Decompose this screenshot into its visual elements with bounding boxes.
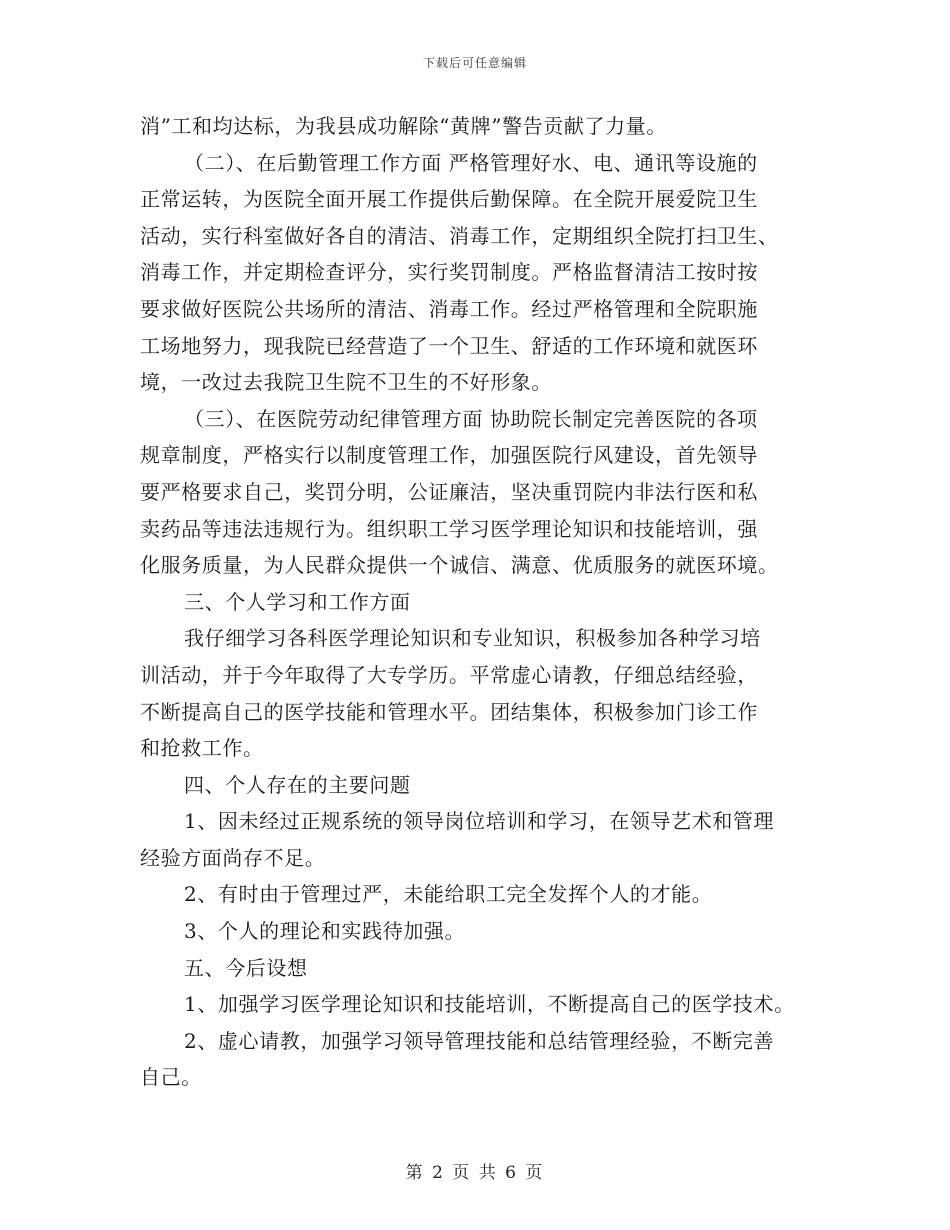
text-line: 工场地努力，现我院已经营造了一个卫生、舒适的工作环境和就医环: [140, 333, 758, 358]
text-line: 活动，实行科室做好各自的清洁、消毒工作，定期组织全院打扫卫生、: [140, 223, 779, 248]
page-header: 下载后可任意编辑: [422, 56, 527, 70]
document-body: [140, 108, 830, 1096]
text-line: 2、有时由于管理过严，未能给职工完全发挥个人的才能。: [184, 882, 713, 907]
text-line: 2、虚心请教，加强学习领导管理技能和总结管理经验，不断完善: [184, 1028, 775, 1053]
text-line: 境，一改过去我院卫生院不卫生的不好形象。: [140, 370, 552, 395]
text-line: 四、个人存在的主要问题: [184, 772, 411, 797]
text-line: 规章制度，严格实行以制度管理工作，加强医院行风建设，首先领导: [140, 443, 758, 468]
text-line: 训活动，并于今年取得了大专学历。平常虚心请教，仔细总结经验，: [140, 662, 758, 687]
text-line: 1、加强学习医学理论知识和技能培训，不断提高自己的医学技术。: [184, 992, 795, 1017]
text-line: 三、个人学习和工作方面: [184, 589, 411, 614]
text-line: 3、个人的理论和实践待加强。: [184, 919, 466, 944]
text-line: 和抢救工作。: [140, 736, 264, 761]
page-number-footer: 第 2 页 共 6 页: [405, 1163, 545, 1183]
text-line: 消毒工作，并定期检查评分，实行奖罚制度。严格监督清洁工按时按: [140, 260, 758, 285]
text-line: 正常运转，为医院全面开展工作提供后勤保障。在全院开展爱院卫生: [140, 187, 758, 212]
text-line: 化服务质量，为人民群众提供一个诚信、满意、优质服务的就医环境。: [140, 553, 779, 578]
text-line: 要求做好医院公共场所的清洁、消毒工作。经过严格管理和全院职施: [140, 296, 758, 321]
text-line: （三）、在医院劳动纪律管理方面 协助院长制定完善医院的各项: [184, 406, 758, 431]
text-line: 1、因未经过正规系统的领导岗位培训和学习，在领导艺术和管理: [184, 809, 775, 834]
text-line: 消”工和均达标，为我县成功解除“黄牌”警告贡献了力量。: [140, 114, 667, 138]
text-line: 自己。: [140, 1065, 202, 1090]
text-line: 五、今后设想: [184, 955, 308, 980]
text-line: 不断提高自己的医学技能和管理水平。团结集体，积极参加门诊工作: [140, 699, 758, 724]
text-line: 我仔细学习各科医学理论知识和专业知识，积极参加各种学习培: [184, 626, 761, 651]
text-line: （二）、在后勤管理工作方面 严格管理好水、电、通讯等设施的: [184, 150, 758, 175]
text-line: 要严格要求自己，奖罚分明，公证廉洁，坚决重罚院内非法行医和私: [140, 479, 758, 504]
text-line: 卖药品等违法违规行为。组织职工学习医学理论知识和技能培训，强: [140, 516, 758, 541]
text-line: 经验方面尚存不足。: [140, 845, 326, 870]
